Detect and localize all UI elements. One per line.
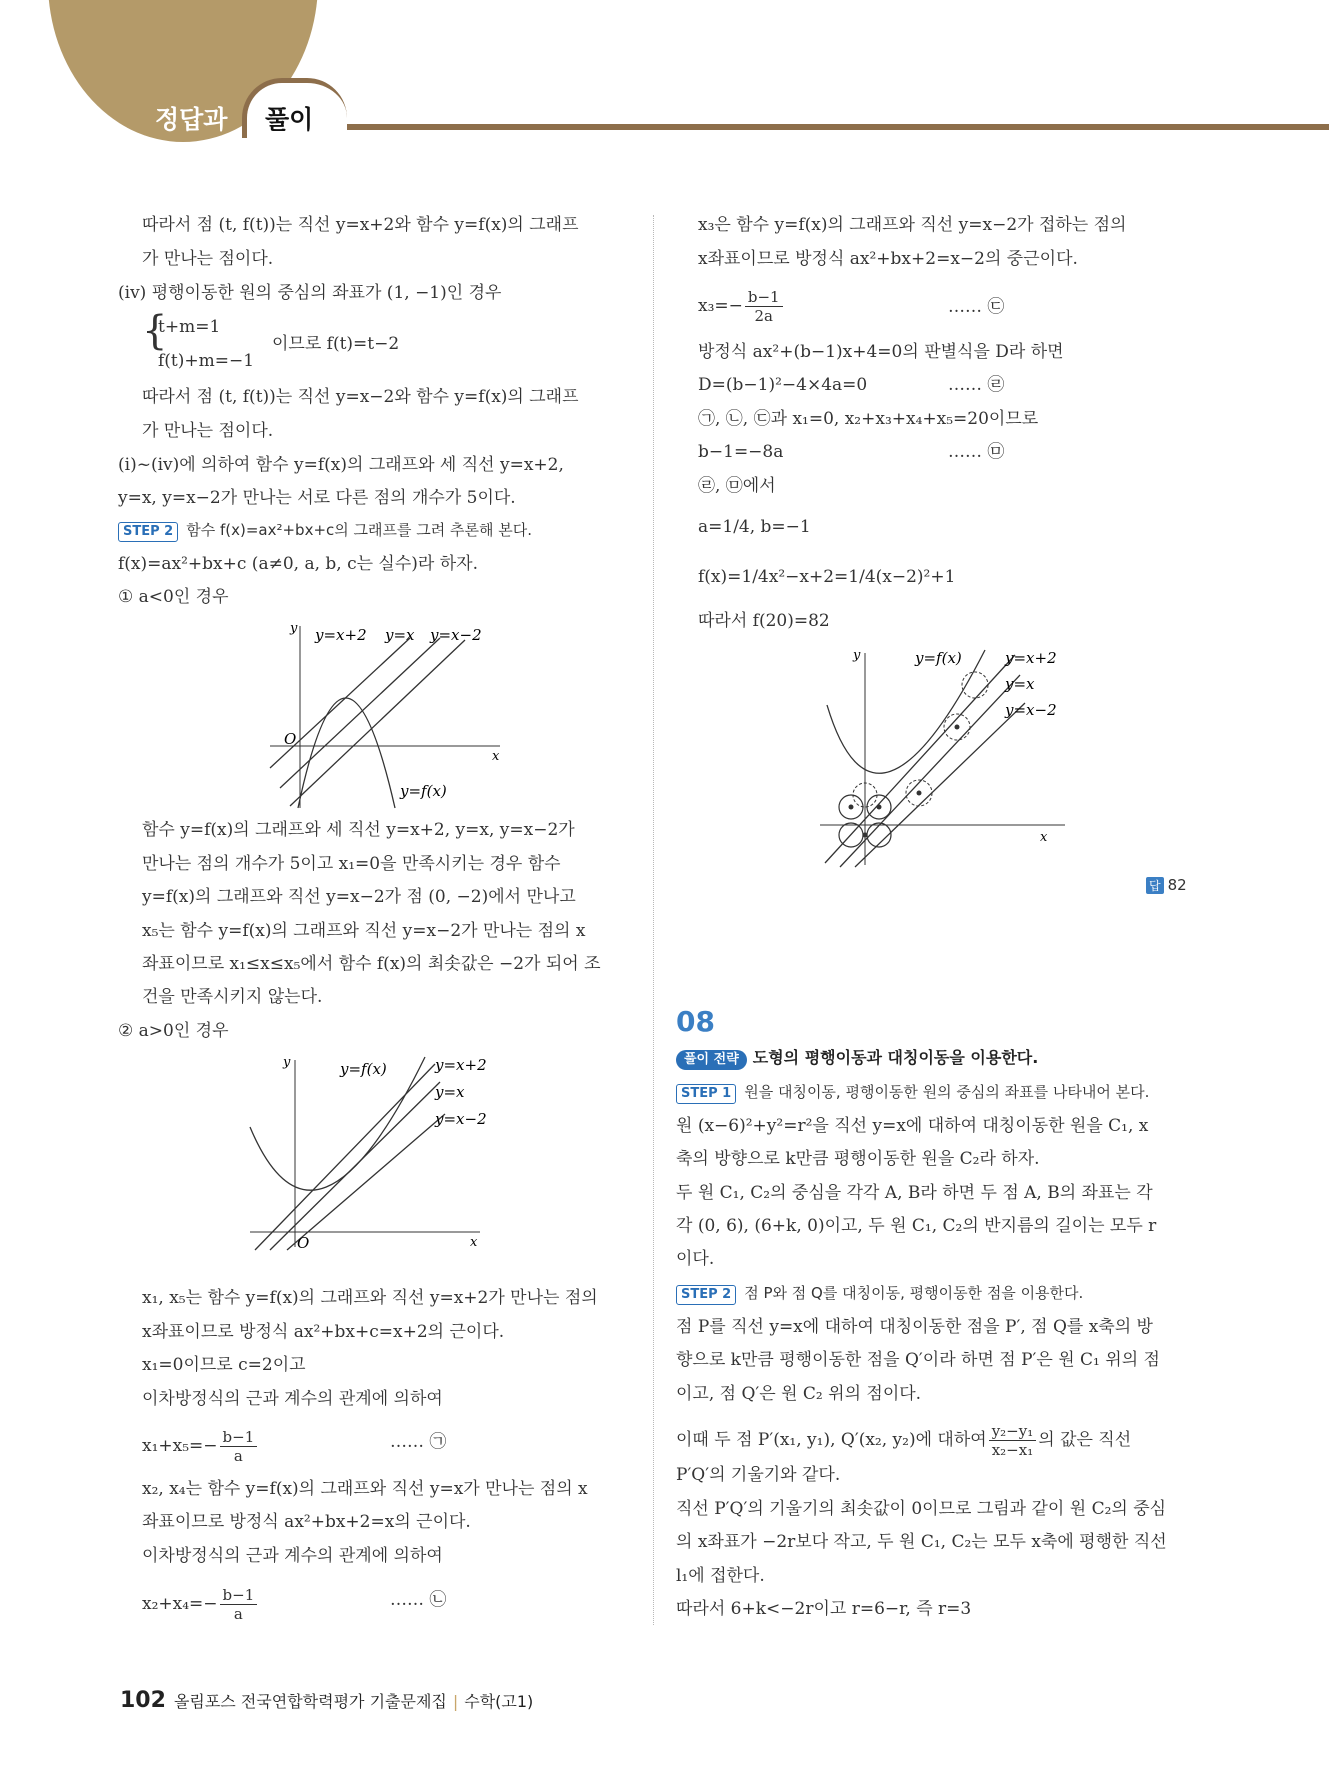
equation-line: t+m=1 [158,317,221,337]
text-line: x₂, x₄는 함수 y=f(x)의 그래프와 직선 y=x가 만나는 점의 x [142,1479,588,1499]
equation-line: a=1/4, b=−1 [698,517,811,537]
equation-line [142,1586,259,1623]
intersection-point [877,805,882,810]
sum-x2-x4: x₂+x₄=− [142,1594,218,1614]
step-heading [676,1080,1149,1104]
text-line: 각 (0, 6), (6+k, 0)이고, 두 원 C₁, C₂의 반지름의 길이는 모두 r [676,1216,1157,1236]
label-y-x-plus-2: y=x+2 [435,1056,487,1074]
fraction [220,1586,258,1623]
text-line: 이므로 f(t)=t−2 [272,334,400,354]
system-brace: { [142,308,168,354]
strategy-heading [676,1046,1038,1070]
frac-numerator: b−1 [745,288,783,307]
label-y-x: y=x [385,626,415,644]
text-line [676,1422,1131,1459]
text-line: 이다. [676,1249,715,1269]
step-heading [676,1281,1083,1305]
label-y-axis: y [853,648,861,663]
intersection-point [863,833,868,838]
text-line: 원 (x−6)²+y²=r²을 직선 y=x에 대하여 대칭이동한 원을 C₁, x [676,1116,1149,1136]
header-rule [330,124,1329,130]
equation-line: f(x)=1/4x²−x+2=1/4(x−2)²+1 [698,567,956,587]
graph-case-a-positive [245,1052,505,1252]
marker-4: …… ㉣ [948,375,1005,395]
strategy-text: 도형의 평행이동과 대칭이동을 이용한다. [752,1048,1039,1067]
text-line: 직선 P′Q′의 기울기의 최솟값이 0이므로 그림과 같이 원 C₂의 중심 [676,1499,1167,1519]
strategy-badge: 풀이 전략 [676,1050,747,1070]
text-line: 건을 만족시키지 않는다. [142,987,323,1007]
label-y-x: y=x [1005,675,1035,693]
text-line: x좌표이므로 방정식 ax²+bx+2=x−2의 중근이다. [698,249,1078,269]
marker-2: …… ㉡ [390,1590,447,1610]
text-line: 이차방정식의 근과 계수의 관계에 의하여 [142,1546,443,1566]
text-line: 따라서 점 (t, f(t))는 직선 y=x−2와 함수 y=f(x)의 그래프 [142,387,579,407]
text-line: 좌표이므로 방정식 ax²+bx+2=x의 근이다. [142,1512,471,1532]
case-heading: ② a>0인 경우 [118,1021,229,1041]
marker-1: …… ㉠ [390,1432,447,1452]
label-y-axis: y [283,1055,291,1070]
page-footer [120,1688,533,1713]
text-line: y=x, y=x−2가 만나는 서로 다른 점의 개수가 5이다. [118,488,516,508]
header-title-part2: 풀이 [265,105,314,134]
graph-solution [815,645,1095,870]
footer-separator: | [452,1692,459,1711]
text-line: y=f(x)의 그래프와 직선 y=x−2가 점 (0, −2)에서 만나고 [142,887,576,907]
slope-intro: 이때 두 점 P′(x₁, y₁), Q′(x₂, y₂)에 대하여 [676,1430,987,1450]
frac-numerator: b−1 [220,1586,258,1605]
line-y-x [280,638,440,788]
text-line: 의 x좌표가 −2r보다 작고, 두 원 C₁, C₂는 모두 x축에 평행한 직선 [676,1532,1167,1552]
label-x-axis: x [492,749,500,764]
step1-badge: STEP 1 [676,1084,736,1104]
label-x-axis: x [1040,830,1048,845]
label-origin: O [297,1234,310,1252]
answer-badge: 답 [1146,877,1164,894]
frac-numerator: b−1 [220,1428,258,1447]
label-y-x-minus-2: y=x−2 [430,626,482,644]
text-line: 만나는 점의 개수가 5이고 x₁=0을 만족시키는 경우 함수 [142,854,561,874]
case-heading: ① a<0인 경우 [118,587,229,607]
intersection-point [849,805,854,810]
fraction [220,1428,258,1465]
label-y-x: y=x [435,1083,465,1101]
text-line: x₁=0이므로 c=2이고 [142,1355,306,1375]
text-line: x₁, x₅는 함수 y=f(x)의 그래프와 직선 y=x+2가 만나는 점의 [142,1288,598,1308]
label-fx: y=f(x) [915,649,962,667]
text-line: 축의 방향으로 k만큼 평행이동한 원을 C₂라 하자. [676,1149,1040,1169]
step-heading [118,518,532,542]
text-line: (iv) 평행이동한 원의 중심의 좌표가 (1, −1)인 경우 [118,283,502,303]
header-title-part1: 정답과 [155,105,228,134]
label-origin: O [284,730,297,748]
step2-badge: STEP 2 [118,522,178,542]
frac-denominator: x₂−x₁ [991,1441,1034,1459]
line-y-x-plus-2 [255,1064,435,1250]
frac-denominator: a [233,1447,243,1465]
label-y-axis: y [290,621,298,636]
text-line: x좌표이므로 방정식 ax²+bx+c=x+2의 근이다. [142,1322,505,1342]
text-line: 함수 y=f(x)의 그래프와 세 직선 y=x+2, y=x, y=x−2가 [142,820,575,840]
line-y-x-plus-2 [825,655,1015,863]
text-line: 이고, 점 Q′은 원 C₂ 위의 점이다. [676,1384,922,1404]
slope-fraction [989,1422,1037,1459]
text-line: l₁에 접한다. [676,1566,765,1586]
answer-value: 82 [1167,876,1187,894]
text-line: 가 만나는 점이다. [142,249,274,269]
sum-x1-x5: x₁+x₅=− [142,1436,218,1456]
label-fx: y=f(x) [400,782,447,800]
text-line: 따라서 점 (t, f(t))는 직선 y=x+2와 함수 y=f(x)의 그래프 [142,215,579,235]
step2-text: 함수 f(x)=ax²+bx+c의 그래프를 그려 추론해 본다. [186,521,532,539]
text-line: 따라서 6+k<−2r이고 r=6−r, 즉 r=3 [676,1599,972,1619]
line-y-x-plus-2 [270,638,410,768]
parabola-fx [827,650,985,773]
label-y-x-plus-2: y=x+2 [1005,649,1057,667]
x3-expr: x₃=− [698,296,743,316]
text-line: 따라서 f(20)=82 [698,611,830,631]
text-line: 두 원 C₁, C₂의 중심을 각각 A, B라 하면 두 점 A, B의 좌표는 각 [676,1183,1153,1203]
text-line: P′Q′의 기울기와 같다. [676,1465,841,1485]
text-line: 방정식 ax²+(b−1)x+4=0의 판별식을 D라 하면 [698,342,1064,362]
equation-line [142,1428,259,1465]
equation-line [698,288,785,325]
label-y-x-plus-2: y=x+2 [315,626,367,644]
text-line: 좌표이므로 x₁≤x≤x₅에서 함수 f(x)의 최솟값은 −2가 되어 조 [142,954,601,974]
graph-case-a-negative [260,618,520,813]
intersection-point [955,725,960,730]
column-divider [653,215,654,1625]
equation-line: D=(b−1)²−4×4a=0 [698,375,868,395]
page-number: 102 [120,1688,166,1713]
answer-box [1146,876,1187,894]
equation-line: f(t)+m=−1 [158,351,255,371]
text-line: (i)~(iv)에 의하여 함수 y=f(x)의 그래프와 세 직선 y=x+2, [118,455,564,475]
label-x-axis: x [470,1235,478,1250]
text-line: ㉠, ㉡, ㉢과 x₁=0, x₂+x₃+x₄+x₅=20이므로 [698,409,1039,429]
step2-badge: STEP 2 [676,1285,736,1305]
slope-outro: 의 값은 직선 [1038,1430,1132,1450]
marker-3: …… ㉢ [948,297,1005,317]
text-line: ㉣, ㉤에서 [698,476,776,496]
text-line: 이차방정식의 근과 계수의 관계에 의하여 [142,1389,443,1409]
text-line: 가 만나는 점이다. [142,421,274,441]
book-title: 올림포스 전국연합학력평가 기출문제집 [173,1692,447,1711]
subject-label: 수학(고1) [464,1692,534,1711]
frac-numerator: y₂−y₁ [989,1422,1037,1441]
text-line: x₅는 함수 y=f(x)의 그래프와 직선 y=x−2가 만나는 점의 x [142,921,586,941]
fraction [745,288,783,325]
line-y-x-minus-2 [855,703,1025,867]
marker-5: …… ㉤ [948,442,1005,462]
problem-number: 08 [676,1005,715,1038]
equation-line: b−1=−8a [698,442,784,462]
intersection-point [917,791,922,796]
frac-denominator: 2a [754,307,773,325]
text-line: f(x)=ax²+bx+c (a≠0, a, b, c는 실수)라 하자. [118,554,478,574]
label-fx: y=f(x) [340,1060,387,1078]
text-line: 향으로 k만큼 평행이동한 점을 Q′이라 하면 점 P′은 원 C₁ 위의 점 [676,1350,1160,1370]
step1-text: 원을 대칭이동, 평행이동한 원의 중심의 좌표를 나타내어 본다. [744,1083,1150,1101]
frac-denominator: a [233,1605,243,1623]
label-y-x-minus-2: y=x−2 [435,1110,487,1128]
text-line: x₃은 함수 y=f(x)의 그래프와 직선 y=x−2가 접하는 점의 [698,215,1127,235]
text-line: 점 P를 직선 y=x에 대하여 대칭이동한 점을 P′, 점 Q를 x축의 방 [676,1317,1153,1337]
label-y-x-minus-2: y=x−2 [1005,701,1057,719]
step2-text: 점 P와 점 Q를 대칭이동, 평행이동한 점을 이용한다. [744,1284,1084,1302]
